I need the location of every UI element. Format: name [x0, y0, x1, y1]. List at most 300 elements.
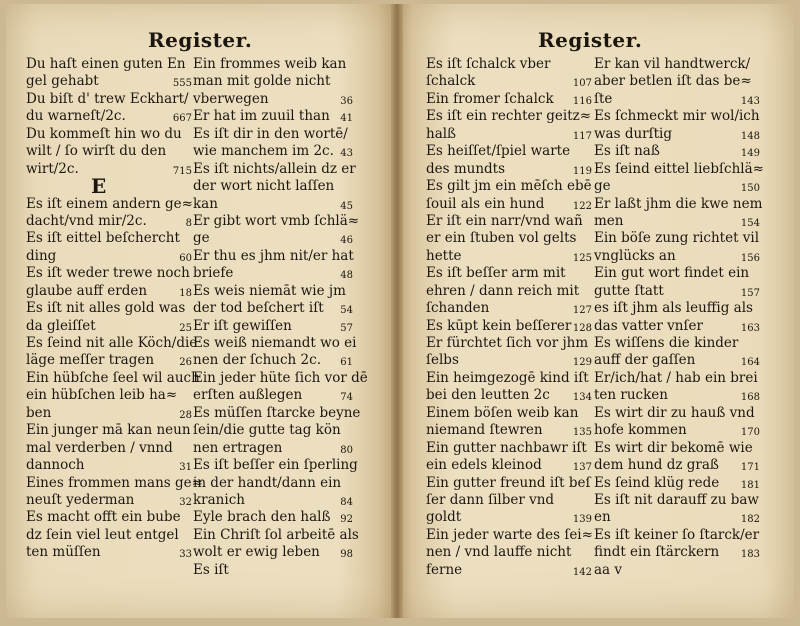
entry-text: men — [594, 212, 624, 229]
entry-text: ein hübſchen leib ha≈ — [26, 387, 178, 404]
entry-text: Er fürchtet ſich vor jhm — [426, 335, 589, 351]
page-number: 107 — [572, 78, 592, 90]
register-entry-line — [594, 143, 760, 160]
entry-text: wolt er ewig leben — [193, 544, 320, 561]
register-entry-line — [193, 352, 353, 369]
entry-text: Du biſt d' trew Eckhart/ — [26, 90, 189, 107]
register-entry-line — [193, 212, 360, 230]
page-header-left: Register. — [148, 28, 253, 52]
entry-text: Es iſt nit alles gold was — [26, 300, 186, 317]
page-number: 61 — [340, 357, 353, 369]
left-column-2 — [193, 56, 368, 579]
entry-text: ten müſſen — [26, 544, 101, 561]
register-entry-line — [26, 126, 192, 143]
register-entry-line — [426, 457, 592, 474]
register-entry-line — [594, 108, 760, 125]
entry-text: goldt — [426, 509, 462, 526]
register-entry-line — [426, 422, 592, 439]
entry-text: erſten außlegen — [193, 387, 303, 404]
register-entry-line — [594, 335, 760, 352]
page-number: 156 — [740, 252, 760, 264]
register-entry-line — [594, 213, 760, 230]
register-entry-line — [26, 474, 203, 492]
entry-text: mal verderben / vnnd — [26, 439, 173, 456]
entry-text: nen der ſchuch 2c. — [193, 352, 321, 369]
entry-text: Es wiſſens die kinder — [594, 335, 739, 351]
page-number: 555 — [172, 78, 192, 90]
page-number: 183 — [740, 549, 760, 561]
entry-text: ferne — [426, 561, 463, 578]
entry-text: Ein hübſche ſeel wil auch — [26, 369, 200, 386]
page-number: 137 — [572, 462, 592, 474]
entry-text: Er iſt ein narr/vnd wañ — [426, 212, 583, 229]
entry-text: wirt/2c. — [26, 160, 79, 177]
register-entry-line — [193, 526, 359, 544]
page-header-right: Register. — [538, 28, 643, 52]
entry-text: Er gibt wort vmb ſchlä≈ — [193, 212, 360, 229]
entry-text: dz ſein viel leut entgel — [26, 526, 179, 543]
entry-text: ten rucken — [594, 387, 668, 404]
entry-text: Es iſt weder trewe noch — [26, 265, 190, 282]
register-entry-line — [594, 457, 760, 474]
register-entry-line — [426, 562, 592, 579]
register-entry-line — [426, 91, 592, 108]
entry-text: Ein jeder warte des ſei≈ — [426, 526, 593, 543]
register-entry-line — [26, 230, 192, 247]
register-entry-line — [594, 160, 764, 178]
entry-text: ſein/die gutte tag kön — [193, 422, 341, 439]
register-entry-line — [426, 370, 592, 387]
register-entry-line — [193, 108, 353, 125]
entry-text: kan — [193, 195, 218, 212]
register-entry-line — [193, 248, 353, 265]
page-number: 154 — [740, 217, 760, 229]
entry-text: Es iſt nichts/allein dz er — [193, 160, 356, 177]
register-entry-line — [26, 174, 192, 199]
register-entry-line — [426, 56, 592, 73]
entry-text: dem hund dz graß — [594, 457, 719, 474]
register-entry-line — [193, 283, 353, 300]
register-entry-line — [193, 196, 353, 213]
left-column-1 — [26, 56, 203, 562]
entry-text: Es iſt ſchalck vber — [426, 56, 551, 72]
entry-text: ſelbs — [426, 352, 459, 369]
register-entry-line — [594, 56, 760, 73]
entry-text: Es iſt ein rechter geitz≈ — [426, 108, 592, 125]
book-gutter — [391, 4, 403, 618]
entry-text: Es iſt keiner ſo ſtarck/er — [594, 526, 760, 543]
register-entry-line — [26, 300, 192, 317]
entry-text: Es iſt einem andern ge≈ — [26, 195, 193, 212]
entry-text: Einem böſen weib kan — [426, 404, 579, 421]
right-column-1 — [426, 56, 592, 579]
register-entry-line — [26, 213, 192, 230]
page-number: 92 — [340, 514, 353, 526]
entry-text: vberwegen — [193, 90, 269, 107]
page-number: 116 — [572, 95, 592, 107]
register-entry-line — [594, 178, 760, 195]
register-entry-line — [26, 318, 192, 335]
register-entry-line — [426, 161, 592, 178]
entry-text: Eines frommen mans ge≈ — [26, 474, 203, 491]
entry-text: findt ein ſtärckern — [594, 544, 720, 561]
register-entry-line — [26, 492, 192, 509]
page-number: 80 — [340, 444, 353, 456]
register-entry-line — [594, 318, 760, 335]
entry-text: Es wirt dir bekomē wie — [594, 439, 753, 456]
register-entry-line — [26, 544, 192, 561]
page-number: 119 — [572, 165, 592, 177]
register-entry-line — [26, 143, 192, 160]
page-number: 149 — [740, 148, 760, 160]
register-entry-line — [426, 265, 592, 282]
register-entry-line — [193, 143, 353, 160]
register-entry-line — [26, 73, 192, 90]
register-entry-line — [193, 265, 353, 282]
page-number: 125 — [572, 252, 592, 264]
entry-text: ge — [594, 178, 611, 195]
entry-text: Er/ich/hat / hab ein brei — [594, 369, 758, 386]
entry-text: dacht/vnd mir/2c. — [26, 212, 147, 229]
register-entry-line — [426, 300, 592, 317]
page-number: 168 — [740, 392, 760, 404]
page-number: 18 — [179, 287, 192, 299]
entry-text: ge — [193, 230, 210, 247]
entry-text: wie manchem im 2c. — [193, 143, 334, 160]
register-entry-line — [594, 475, 760, 492]
entry-text: Es gilt jm ein mēſch ebē — [426, 178, 592, 195]
entry-text: Eyle brach den halß — [193, 509, 331, 526]
register-entry-line — [594, 422, 760, 439]
entry-text: Es iſt — [193, 561, 229, 578]
register-entry-line — [193, 300, 353, 317]
entry-text: Es weiß niemandt wo ei — [193, 335, 357, 351]
entry-text: ehren / dann reich mit — [426, 282, 580, 299]
entry-text: Es ſeind klüg rede — [594, 474, 720, 491]
register-entry-line — [594, 492, 760, 509]
page-number: 182 — [740, 514, 760, 526]
entry-text: gel gehabt — [26, 73, 99, 90]
register-entry-line — [594, 283, 760, 300]
register-entry-line — [426, 178, 592, 195]
entry-text: ein edels kleinod — [426, 457, 542, 474]
entry-text: Es iſt nit darauff zu baw — [594, 491, 759, 508]
register-entry-line — [594, 126, 760, 143]
register-entry-line — [193, 318, 353, 335]
page-number: 46 — [340, 235, 353, 247]
entry-text: Ein gut wort findet ein — [594, 265, 750, 282]
entry-text: Ein gutter nachbawr iſt — [426, 439, 587, 456]
entry-text: Es iſt beſſer ein ſperling — [193, 457, 358, 474]
page-number: 8 — [185, 217, 192, 229]
entry-text: neuſt yederman — [26, 491, 135, 508]
register-entry-line — [594, 405, 760, 422]
entry-text: niemand ſtewren — [426, 422, 543, 439]
register-entry-line — [26, 527, 192, 544]
entry-text: was durſtig — [594, 125, 672, 142]
register-entry-line — [193, 440, 353, 457]
register-entry-line — [594, 527, 760, 544]
register-entry-line — [193, 178, 353, 195]
register-entry-line — [26, 91, 192, 108]
register-entry-line — [26, 509, 192, 526]
page-number: 135 — [572, 427, 592, 439]
page-number: 134 — [572, 392, 592, 404]
entry-text: da gleiſſet — [26, 317, 96, 334]
entry-text: Es heiſſet/ſpiel warte — [426, 143, 571, 160]
register-entry-line — [594, 230, 760, 247]
entry-text: ſouil als ein hund — [426, 195, 545, 212]
page-number: 143 — [740, 95, 760, 107]
register-entry-line — [26, 56, 192, 73]
entry-text: Es müſſen ſtarcke beyne — [193, 404, 361, 421]
register-entry-line — [594, 91, 760, 108]
register-entry-line — [26, 108, 192, 125]
entry-text: ſte — [594, 90, 613, 107]
page-number: 117 — [572, 130, 592, 142]
register-entry-line — [26, 248, 192, 265]
register-entry-line — [426, 230, 592, 247]
page-number: 28 — [179, 409, 192, 421]
page-number: 150 — [740, 183, 760, 195]
page-number: 667 — [172, 113, 192, 125]
entry-text: Es ſeind nit alle Köch/die — [26, 335, 198, 351]
entry-text: Ein jeder hüte ſich vor dē — [193, 369, 368, 386]
page-number: 26 — [179, 357, 192, 369]
entry-text: es iſt jhm als leuffig als — [594, 300, 753, 317]
register-entry-line — [594, 387, 760, 404]
register-entry-line — [426, 405, 592, 422]
register-entry-line — [426, 440, 592, 457]
entry-text: läge meſſer tragen — [26, 352, 155, 369]
entry-text: halß — [426, 125, 457, 142]
entry-text: Ein frommes weib kan — [193, 56, 347, 72]
register-entry-line — [26, 422, 192, 439]
register-entry-line — [426, 475, 592, 492]
register-entry-line — [594, 509, 760, 526]
page-number: 32 — [179, 496, 192, 508]
register-entry-line — [426, 527, 592, 544]
page-number: 122 — [572, 200, 592, 212]
register-entry-line — [26, 387, 192, 404]
entry-text: kranich — [193, 491, 245, 508]
register-entry-line — [426, 335, 592, 352]
register-entry-line — [26, 283, 192, 300]
page-number: 45 — [340, 200, 353, 212]
register-entry-line — [26, 369, 200, 387]
entry-text: das vatter vnſer — [594, 317, 703, 334]
register-entry-line — [193, 160, 356, 178]
page-number: 98 — [340, 549, 353, 561]
entry-text: bei den leutten 2c — [426, 387, 550, 404]
entry-text: gutte ſtatt — [594, 282, 664, 299]
entry-text: des mundts — [426, 160, 506, 177]
register-entry-line — [193, 91, 353, 108]
register-entry-line — [594, 265, 760, 282]
register-entry-line — [594, 352, 760, 369]
register-entry-line — [193, 492, 353, 509]
entry-text: er ein ſtuben vol gelts — [426, 230, 577, 247]
register-entry-line — [594, 440, 760, 457]
register-entry-line — [594, 370, 760, 387]
page-number: 715 — [172, 165, 192, 177]
register-entry-line — [26, 265, 192, 282]
page-number: 157 — [740, 287, 760, 299]
entry-text: Es ſchmeckt mir wol/ich — [594, 108, 760, 125]
page-number: 128 — [572, 322, 592, 334]
entry-text: Es kūpt kein beſſerer — [426, 317, 572, 334]
page-number: 33 — [179, 549, 192, 561]
page-number: 48 — [340, 270, 353, 282]
entry-text: hette — [426, 247, 462, 264]
page-number: 84 — [340, 496, 353, 508]
entry-text: der tod beſchert iſt — [193, 300, 324, 317]
register-entry-line — [594, 300, 760, 317]
register-entry-line — [193, 73, 353, 90]
entry-text: Er laßt jhm die kwe nem — [594, 195, 763, 212]
entry-text: Ein heimgezogē kind iſt — [426, 369, 589, 386]
entry-text: der wort nicht laſſen — [193, 178, 335, 195]
page-number: 25 — [179, 322, 192, 334]
page-number: 127 — [572, 305, 592, 317]
register-entry-line — [426, 509, 592, 526]
register-entry-line — [193, 335, 357, 352]
entry-text: aa v — [594, 561, 623, 578]
entry-text: Er iſt gewiſſen — [193, 317, 292, 334]
entry-text: in der handt/dann ein — [193, 474, 342, 491]
right-column-2 — [594, 56, 764, 579]
page-number: 57 — [340, 322, 353, 334]
register-entry-line — [193, 422, 353, 439]
register-entry-line — [193, 544, 353, 561]
entry-text: nen ertragen — [193, 439, 283, 456]
page-number: 171 — [740, 462, 760, 474]
register-entry-line — [426, 318, 592, 335]
register-entry-line — [594, 248, 760, 265]
register-entry-line — [426, 352, 592, 369]
page-number: 170 — [740, 427, 760, 439]
register-entry-line — [426, 283, 592, 300]
section-letter: E — [91, 174, 107, 199]
entry-text: Es ſeind eittel liebſchlä≈ — [594, 160, 764, 177]
entry-text: Ein gutter freund iſt beſ — [426, 474, 591, 491]
entry-text: aber betlen iſt das be≈ — [594, 73, 752, 90]
entry-text: en — [594, 509, 611, 526]
register-entry-line — [193, 126, 353, 143]
register-entry-line — [193, 387, 353, 404]
register-entry-line — [426, 108, 592, 125]
register-entry-line — [193, 369, 368, 387]
register-entry-line — [193, 230, 353, 247]
register-entry-line — [26, 335, 198, 352]
entry-text: auff der gaſſen — [594, 352, 696, 369]
entry-text: Es wirt dir zu hauß vnd — [594, 404, 755, 421]
page-number: 129 — [572, 357, 592, 369]
entry-text: man mit golde nicht — [193, 73, 331, 90]
register-entry-line — [26, 457, 192, 474]
entry-text: briefe — [193, 265, 234, 282]
page-number: 164 — [740, 357, 760, 369]
register-entry-line — [426, 544, 592, 561]
page-number: 31 — [179, 462, 192, 474]
page-number: 41 — [340, 113, 353, 125]
page-number: 148 — [740, 130, 760, 142]
register-entry-line — [594, 562, 760, 579]
page-number: 163 — [740, 322, 760, 334]
entry-text: Es iſt naß — [594, 143, 660, 160]
register-entry-line — [193, 56, 353, 73]
register-entry-line — [26, 161, 192, 178]
entry-text: Du kommeſt hin wo du — [26, 125, 182, 142]
entry-text: vnglücks an — [594, 247, 676, 264]
register-entry-line — [426, 248, 592, 265]
register-entry-line — [26, 440, 192, 457]
register-entry-line — [193, 457, 358, 474]
register-entry-line — [594, 544, 760, 561]
register-entry-line — [193, 562, 353, 579]
entry-text: Es iſt beſſer arm mit — [426, 265, 566, 282]
entry-text: wilt / ſo wirſt du den — [26, 143, 167, 160]
page-number: 54 — [340, 305, 353, 317]
page-number: 60 — [179, 252, 192, 264]
register-entry-line — [193, 404, 361, 422]
register-entry-line — [426, 387, 592, 404]
entry-text: Ein böſe zung richtet vil — [594, 230, 760, 247]
register-entry-line — [426, 126, 592, 143]
entry-text: Es macht offt ein bube — [26, 509, 181, 526]
entry-text: Er kan vil handtwerck/ — [594, 56, 751, 72]
entry-text: Ein junger mā kan neun — [26, 422, 191, 439]
entry-text: Ein fromer ſchalck — [426, 90, 554, 107]
register-entry-line — [594, 195, 763, 213]
page-number: 74 — [340, 392, 353, 404]
register-entry-line — [426, 213, 592, 230]
register-entry-line — [193, 475, 353, 492]
entry-text: glaube auff erden — [26, 282, 148, 299]
entry-text: Es iſt eittel beſchercht — [26, 230, 180, 247]
entry-text: ding — [26, 247, 57, 264]
register-entry-line — [594, 73, 760, 90]
entry-text: nen / vnd lauffe nicht — [426, 544, 572, 561]
register-entry-line — [426, 143, 592, 160]
entry-text: ſchanden — [426, 300, 490, 317]
register-entry-line — [26, 196, 192, 213]
register-entry-line — [426, 73, 592, 90]
register-entry-line — [426, 196, 592, 213]
entry-text: ſer dann ſilber vnd — [426, 491, 555, 508]
page-number: 43 — [340, 148, 353, 160]
register-entry-line — [426, 492, 592, 509]
entry-text: du warneſt/2c. — [26, 108, 126, 125]
entry-text: Ein Chriſt ſol arbeitē als — [193, 526, 359, 543]
register-entry-line — [26, 405, 192, 422]
entry-text: Er thu es jhm nit/er hat — [193, 247, 354, 264]
entry-text: ben — [26, 404, 52, 421]
entry-text: ſchalck — [426, 73, 476, 90]
entry-text: hofe kommen — [594, 422, 687, 439]
entry-text: dannoch — [26, 457, 85, 474]
page-number: 36 — [340, 95, 353, 107]
page-number: 181 — [740, 479, 760, 491]
entry-text: Er hat im zuuil than — [193, 108, 330, 125]
entry-text: Es weis niemāt wie jm — [193, 282, 346, 299]
entry-text: Du haſt einen guten En — [26, 56, 186, 72]
entry-text: Es iſt dir in den wortē/ — [193, 125, 348, 142]
page-number: 142 — [572, 566, 592, 578]
register-entry-line — [26, 352, 192, 369]
page-number: 139 — [572, 514, 592, 526]
register-entry-line — [193, 509, 353, 526]
